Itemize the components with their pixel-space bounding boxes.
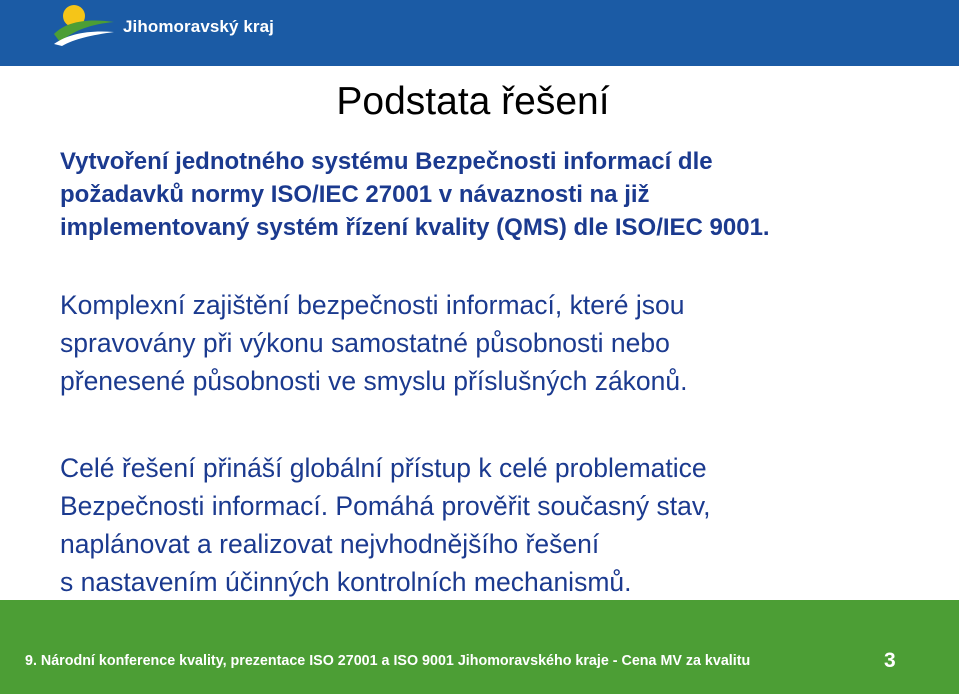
lead-paragraph <box>60 145 940 244</box>
footer-bar <box>0 600 959 694</box>
footer-text: 9. Národní konference kvality, prezentace ISO 27001 a ISO 9001 Jihomoravského kraje - Cena MV za kvalitu <box>25 653 751 669</box>
page-number: 3 <box>884 649 896 672</box>
slide-title: Podstata řešení <box>336 80 610 123</box>
lead-line: Vytvoření jednotného systému Bezpečnosti informací dle <box>60 148 713 175</box>
paragraph-line: Bezpečnosti informací. Pomáhá prověřit současný stav, <box>60 491 711 521</box>
paragraph-line: naplánovat a realizovat nejvhodnějšího řešení <box>60 529 600 559</box>
paragraph-line: přenesené působnosti ve smyslu příslušných zákonů. <box>60 366 688 396</box>
header-bar <box>0 0 959 66</box>
brand-name: Jihomoravský kraj <box>123 17 275 36</box>
lead-line: požadavků normy ISO/IEC 27001 v návaznosti na již <box>60 181 650 208</box>
paragraph-benefits <box>60 449 950 601</box>
paragraph-line: Celé řešení přináší globální přístup k celé problematice <box>60 453 707 483</box>
jihomoravsky-kraj-logo-icon <box>52 2 116 46</box>
paragraph-line: s nastavením účinných kontrolních mechanismů. <box>60 567 632 597</box>
paragraph-line: spravovány při výkonu samostatné působnosti nebo <box>60 328 670 358</box>
lead-line: implementovaný systém řízení kvality (QMS) dle ISO/IEC 9001. <box>60 214 770 241</box>
paragraph-scope <box>60 286 950 400</box>
paragraph-line: Komplexní zajištění bezpečnosti informací, které jsou <box>60 290 685 320</box>
